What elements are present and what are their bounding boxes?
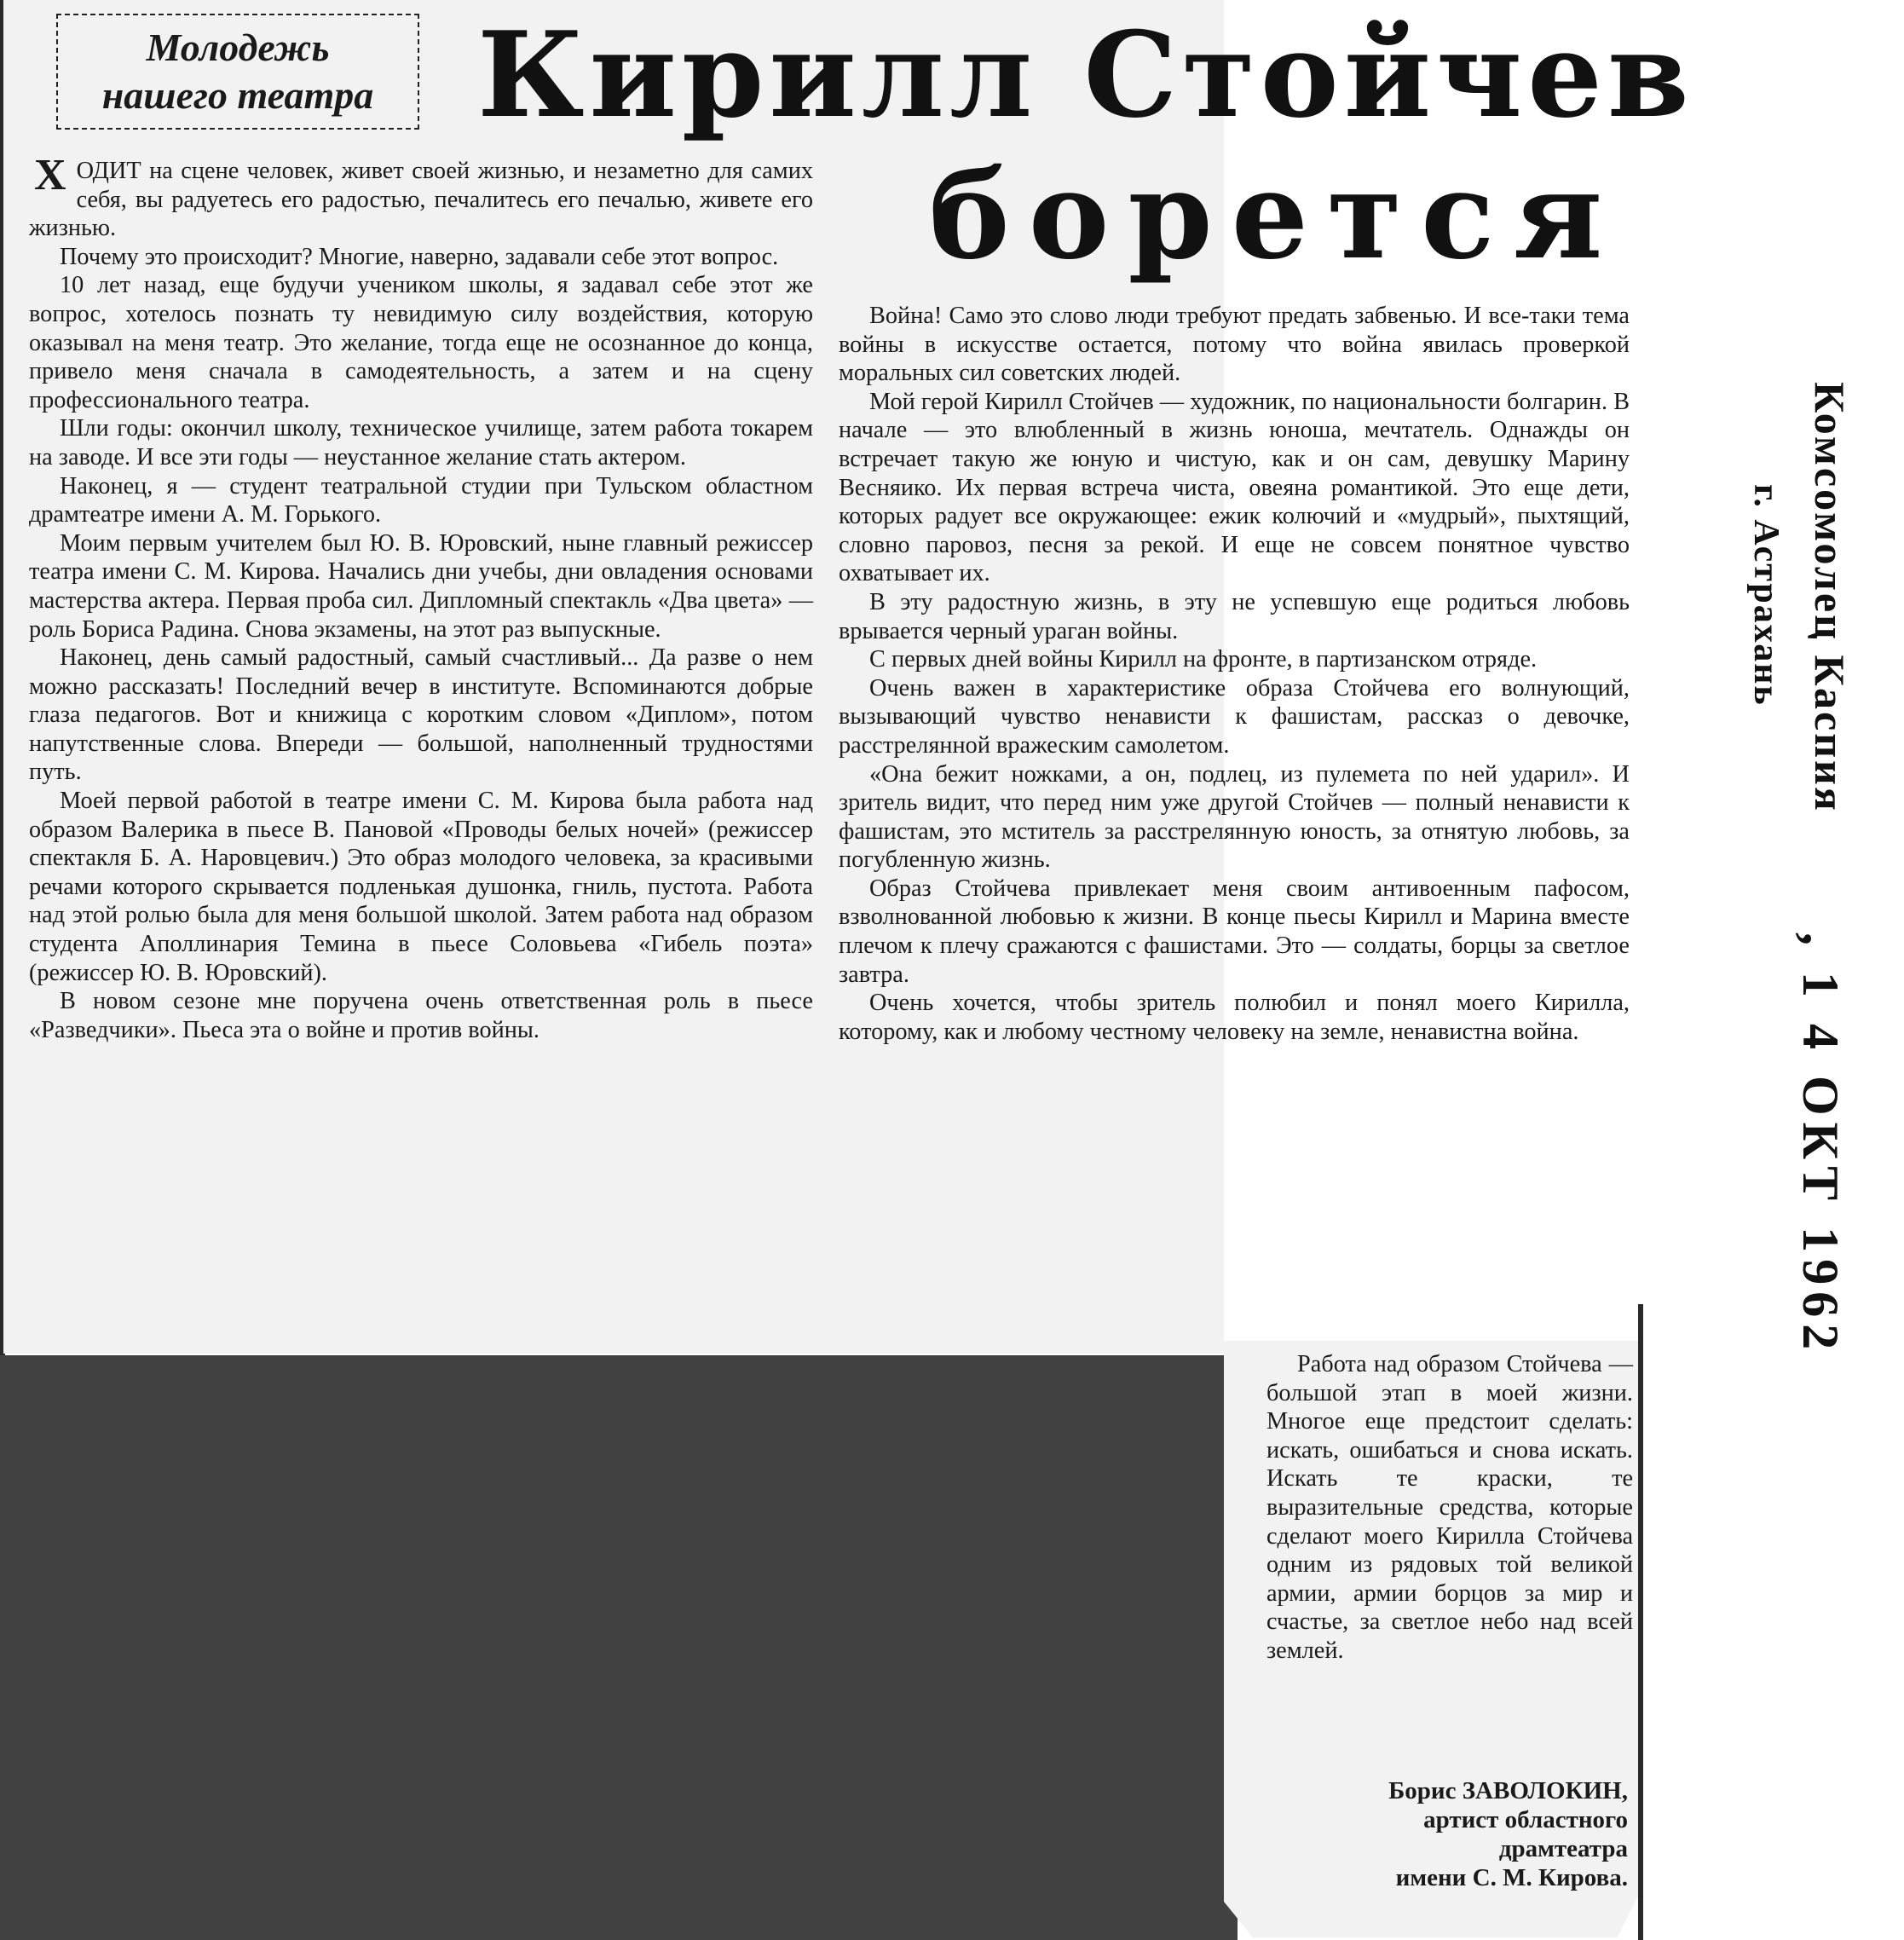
headline-line-2: борется — [929, 145, 1622, 286]
headline-line-1: Кирилл Стойчев — [477, 5, 1694, 144]
paragraph: Моей первой работой в театре имени С. М. Кирова была работа над образом Валерика в пьесе В. Пановой «Проводы белых ночей» (режиссер спектакля Б. А. Наровцевич.) Это образ молодого человека, за красивыми речами которого скрывается подленькая душонка, гниль, пустота. Работа над этой ролью была для меня большой школой. Затем работа над образом студента Аполлинария Темина в пьесе Соловьева «Гибель поэта» (режиссер Ю. В. Юровский). — [29, 788, 813, 986]
newspaper-name-stamp: Комсомолец Каспия — [1806, 382, 1854, 813]
paragraph: С первых дней войны Кирилл на фронте, в партизанском отряде. — [869, 646, 1538, 673]
author-theatre-name: имени С. М. Кирова. — [1395, 1864, 1628, 1891]
rubric-line-2: нашего театра — [101, 73, 374, 117]
author-title: артист областного — [1423, 1806, 1628, 1833]
paragraph: Почему это происходит? Многие, наверно, задавали себе этот вопрос. — [60, 243, 779, 270]
paragraph: Образ Стойчева привлекает меня своим антивоенным пафосом, взволнованной любовью к жизни. В конце пьесы Кирилл и Марина вместе плечом к плечу сражаются с фашистами. Это — солдаты, борцы за светлое завтра. — [839, 875, 1630, 988]
paragraph: Моим первым учителем был Ю. В. Юровский, ныне главный режиссер театра имени С. М. Кирова. Начались дни учебы, дни овладения основами мастерства актера. Первая проба сил. Дипломный спектакль «Два цвета» — роль Бориса Радина. Снова экзамены, на этот раз выпускные. — [29, 529, 813, 643]
paragraph-text: ОДИТ на сцене человек, живет своей жизнью, и незаметно для самих себя, вы радуетесь его радостью, печалитесь его печалью, живете его жизнью. — [29, 158, 813, 242]
paragraph: Очень важен в характеристике образа Стойчева его волнующий, вызывающий чувство ненависти к фашистам, рассказ о девочке, расстрелянной вражеским самолетом. — [839, 674, 1630, 759]
rubric-line-1: Молодежь — [146, 26, 330, 69]
paragraph: Наконец, день самый радостный, самый счастливый... Да разве о нем можно рассказать! Последний вечер в институте. Вспоминаются добрые глаза педагогов. Вот и книжица с коротким словом «Диплом», потом напутственные слова. Впереди — большой, наполненный трудностями путь. — [29, 644, 813, 786]
drop-cap: Х — [34, 151, 66, 199]
paragraph: 10 лет назад, еще будучи учеником школы, я задавал себе этот же вопрос, хотелось познать ту невидимую силу воздействия, которую оказывал на меня театр. Это желание, тогда еще не осознанное до конца, привело меня сначала в самодеятельность, а затем и на сцену профессионального театра. — [29, 272, 813, 413]
dark-backing-bottom — [0, 1355, 1224, 1940]
paragraph: Очень хочется, чтобы зритель полюбил и понял моего Кирилла, которому, как и любому честному человеку на земле, ненавистна война. — [839, 990, 1630, 1045]
paragraph: Шли годы: окончил школу, техническое училище, затем работа токарем на заводе. И все эти годы — неустанное желание стать актером. — [29, 415, 813, 471]
paragraph: Наконец, я — студент театральной студии при Тульском областном драмтеатре имени А. М. Горького. — [29, 472, 813, 528]
article-column-3 — [1266, 1350, 1633, 1666]
author-signature — [1295, 1776, 1628, 1892]
city-stamp: г. Астрахань — [1746, 484, 1786, 707]
paragraph: «Она бежит ножками, а он, подлец, из пулемета по ней ударил». И зритель видит, что перед ним уже другой Стойчев — полный ненависти к фашистам, это мститель за расстрелянную юность, за отнятую любовь, за погубленную жизнь. — [839, 760, 1630, 874]
article-column-1 — [29, 151, 813, 1044]
paragraph: В новом сезоне мне поручена очень ответственная роль в пьесе «Разведчики». Пьеса эта о войне и против войны. — [29, 988, 813, 1043]
paragraph: Война! Само это слово люди требуют предать забвенью. И все-таки тема войны в искусстве остается, потому что война явилась проверкой моральных сил советских людей. — [839, 303, 1630, 387]
date-stamp: , 1 4 ОКТ 1962 — [1792, 932, 1849, 1357]
paragraph — [29, 151, 813, 243]
author-name: Борис ЗАВОЛОКИН, — [1388, 1777, 1628, 1804]
author-theatre: драмтеатра — [1498, 1835, 1628, 1862]
clipping-right-edge — [1638, 1304, 1643, 1940]
rubric-box — [56, 14, 419, 130]
paragraph: Работа над образом Стойчева — большой этап в моей жизни. Многое еще предстоит сделать: искать, ошибаться и снова искать. Искать те краски, те выразительные средства, которые сделают моего Кирилла Стойчева одним из рядовых той великой армии, армии борцов за мир и счастье, за светлое небо над всей землей. — [1266, 1351, 1633, 1664]
article-column-2 — [839, 302, 1630, 1046]
paragraph: Мой герой Кирилл Стойчев — художник, по национальности болгарин. В начале — это влюбленный в жизнь юноша, мечтатель. Однажды он встречает такую же юную и чистую, как и он сам, девушку Марину Весняико. Их первая встреча чиста, овеяна романтикой. Это еще дети, которых радует все окружающее: ежик колючий и «мудрый», пыхтящий, словно паровоз, песня за рекой. И еще не совсем понятное чувство охватывает их. — [839, 388, 1630, 587]
paragraph: В эту радостную жизнь, в эту не успевшую еще родиться любовь врывается черный ураган войны. — [839, 588, 1630, 644]
